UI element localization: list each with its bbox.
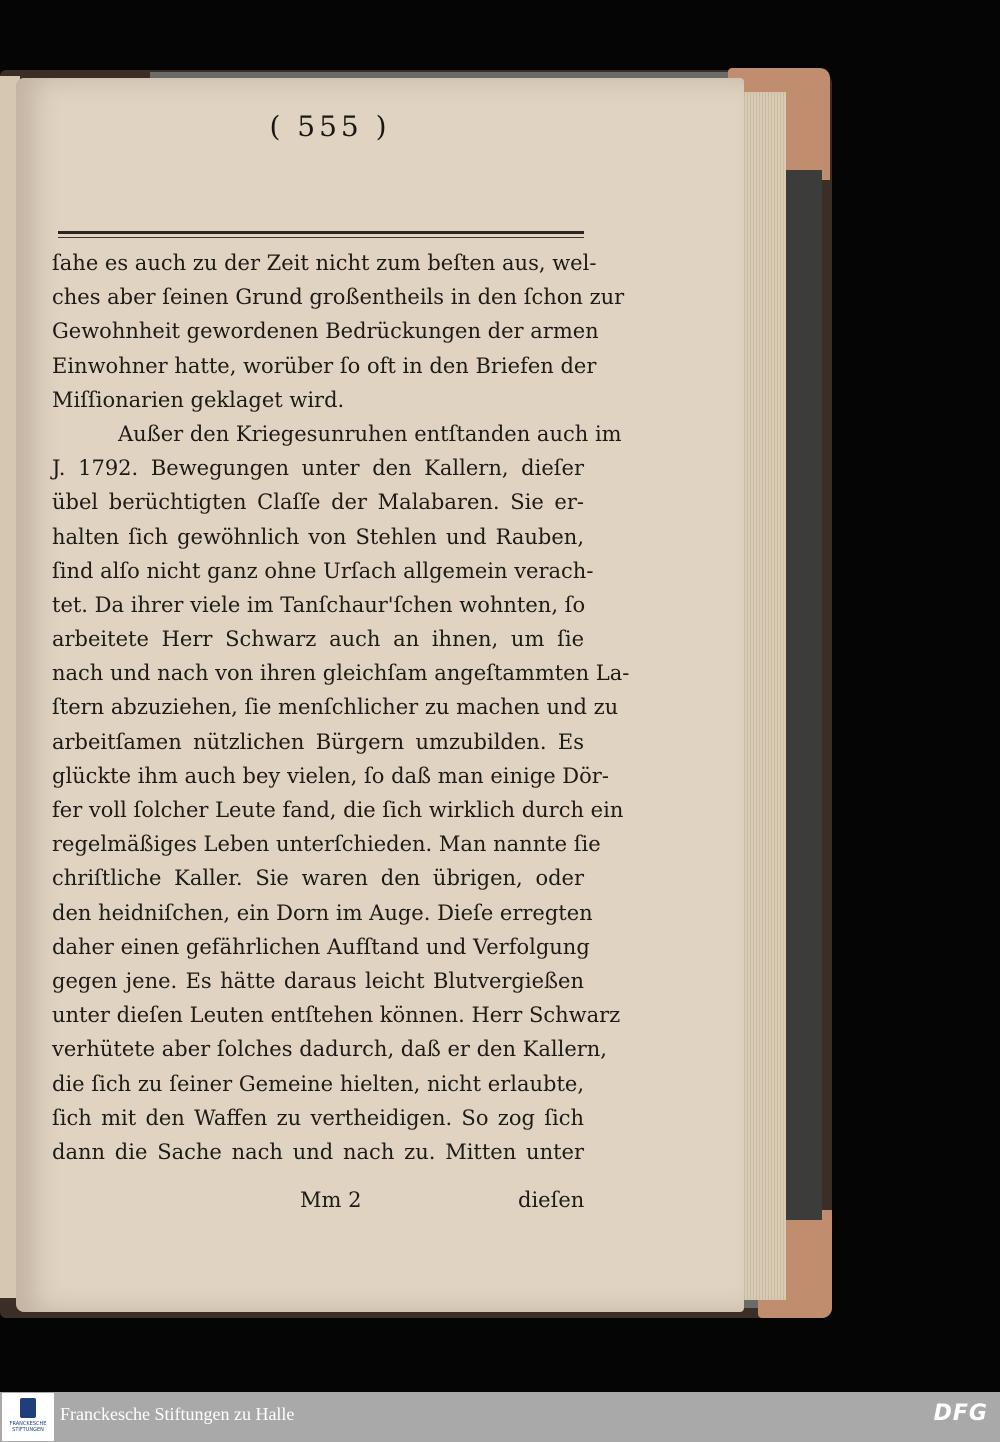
text-line: die ſich zu ſeiner Gemeine hielten, nicht erlaubte, [52,1071,584,1096]
page-number: ( 555 ) [269,110,391,143]
text-line: Außer den Kriegesunruhen entſtanden auch im [118,421,622,446]
text-line: Gewohnheit gewordenen Bedrückungen der armen [52,319,599,344]
text-line: den heidniſchen, ein Dorn im Auge. Dieſe erregten [52,900,593,925]
text-line: gegen jene. Es hätte daraus leicht Blutvergießen [52,968,584,993]
text-line: übel berüchtigten Claſſe der Malabaren. Sie er- [52,490,584,515]
text-line: chriſtliche Kaller. Sie waren den übrigen, oder [52,866,584,891]
text-line: ſtern abzuziehen, ſie menſchlicher zu machen und zu [52,695,619,720]
text-line: tet. Da ihrer viele im Tanſchaur'ſchen wohnten, ſo [52,592,586,617]
text-line: ſich mit den Waffen zu vertheidigen. So zog ſich [52,1105,584,1130]
building-icon [20,1398,36,1418]
signature-mark: Mm 2 [300,1188,362,1212]
body-text [52,246,630,1169]
dfg-logo[interactable]: DFG [933,1401,988,1426]
text-line: dann die Sache nach und nach zu. Mitten unter [52,1139,584,1164]
logo-text: FRANCKESCHE STIFTUNGEN [9,1421,47,1433]
text-line: nach und nach von ihren gleichſam angeſtammten La- [52,661,630,686]
text-line: glückte ihm auch bey vielen, ſo daß man einige Dör- [52,763,609,788]
text-line: Einwohner hatte, worüber ſo oft in den Briefen der [52,353,597,378]
head-rule-thin [58,237,584,238]
text-line: ſind alſo nicht ganz ohne Urſach allgemein verach- [52,558,594,583]
text-line: regelmäßiges Leben unterſchieden. Man nannte ſie [52,832,601,857]
franckesche-logo[interactable] [2,1393,54,1441]
text-line: J. 1792. Bewegungen unter den Kallern, dieſer [52,456,584,481]
catchword: dieſen [518,1188,585,1212]
text-line: ches aber ſeinen Grund großentheils in den ſchon zur [52,285,625,310]
text-line: ſahe es auch zu der Zeit nicht zum beſten aus, wel- [52,251,597,275]
text-line: arbeitete Herr Schwarz auch an ihnen, um ſie [52,627,584,652]
head-rule [58,231,584,234]
text-line: daher einen gefährlichen Aufſtand und Verfolgung [52,934,590,959]
footer-bar [0,1392,1000,1442]
text-line: Miſſionarien geklaget wird. [52,387,345,412]
text-line: halten ſich gewöhnlich von Stehlen und Rauben, [52,524,584,549]
text-line: fer voll ſolcher Leute fand, die ſich wirklich durch ein [52,798,624,822]
text-line: unter dieſen Leuten entſtehen können. Herr Schwarz [52,1003,621,1028]
text-line: arbeitſamen nützlichen Bürgern umzubilden. Es [52,729,584,754]
institution-name[interactable]: Franckesche Stiftungen zu Halle [60,1404,295,1424]
text-line: verhütete aber ſolches dadurch, daß er den Kallern, [52,1037,607,1062]
board-edge [782,170,822,1220]
